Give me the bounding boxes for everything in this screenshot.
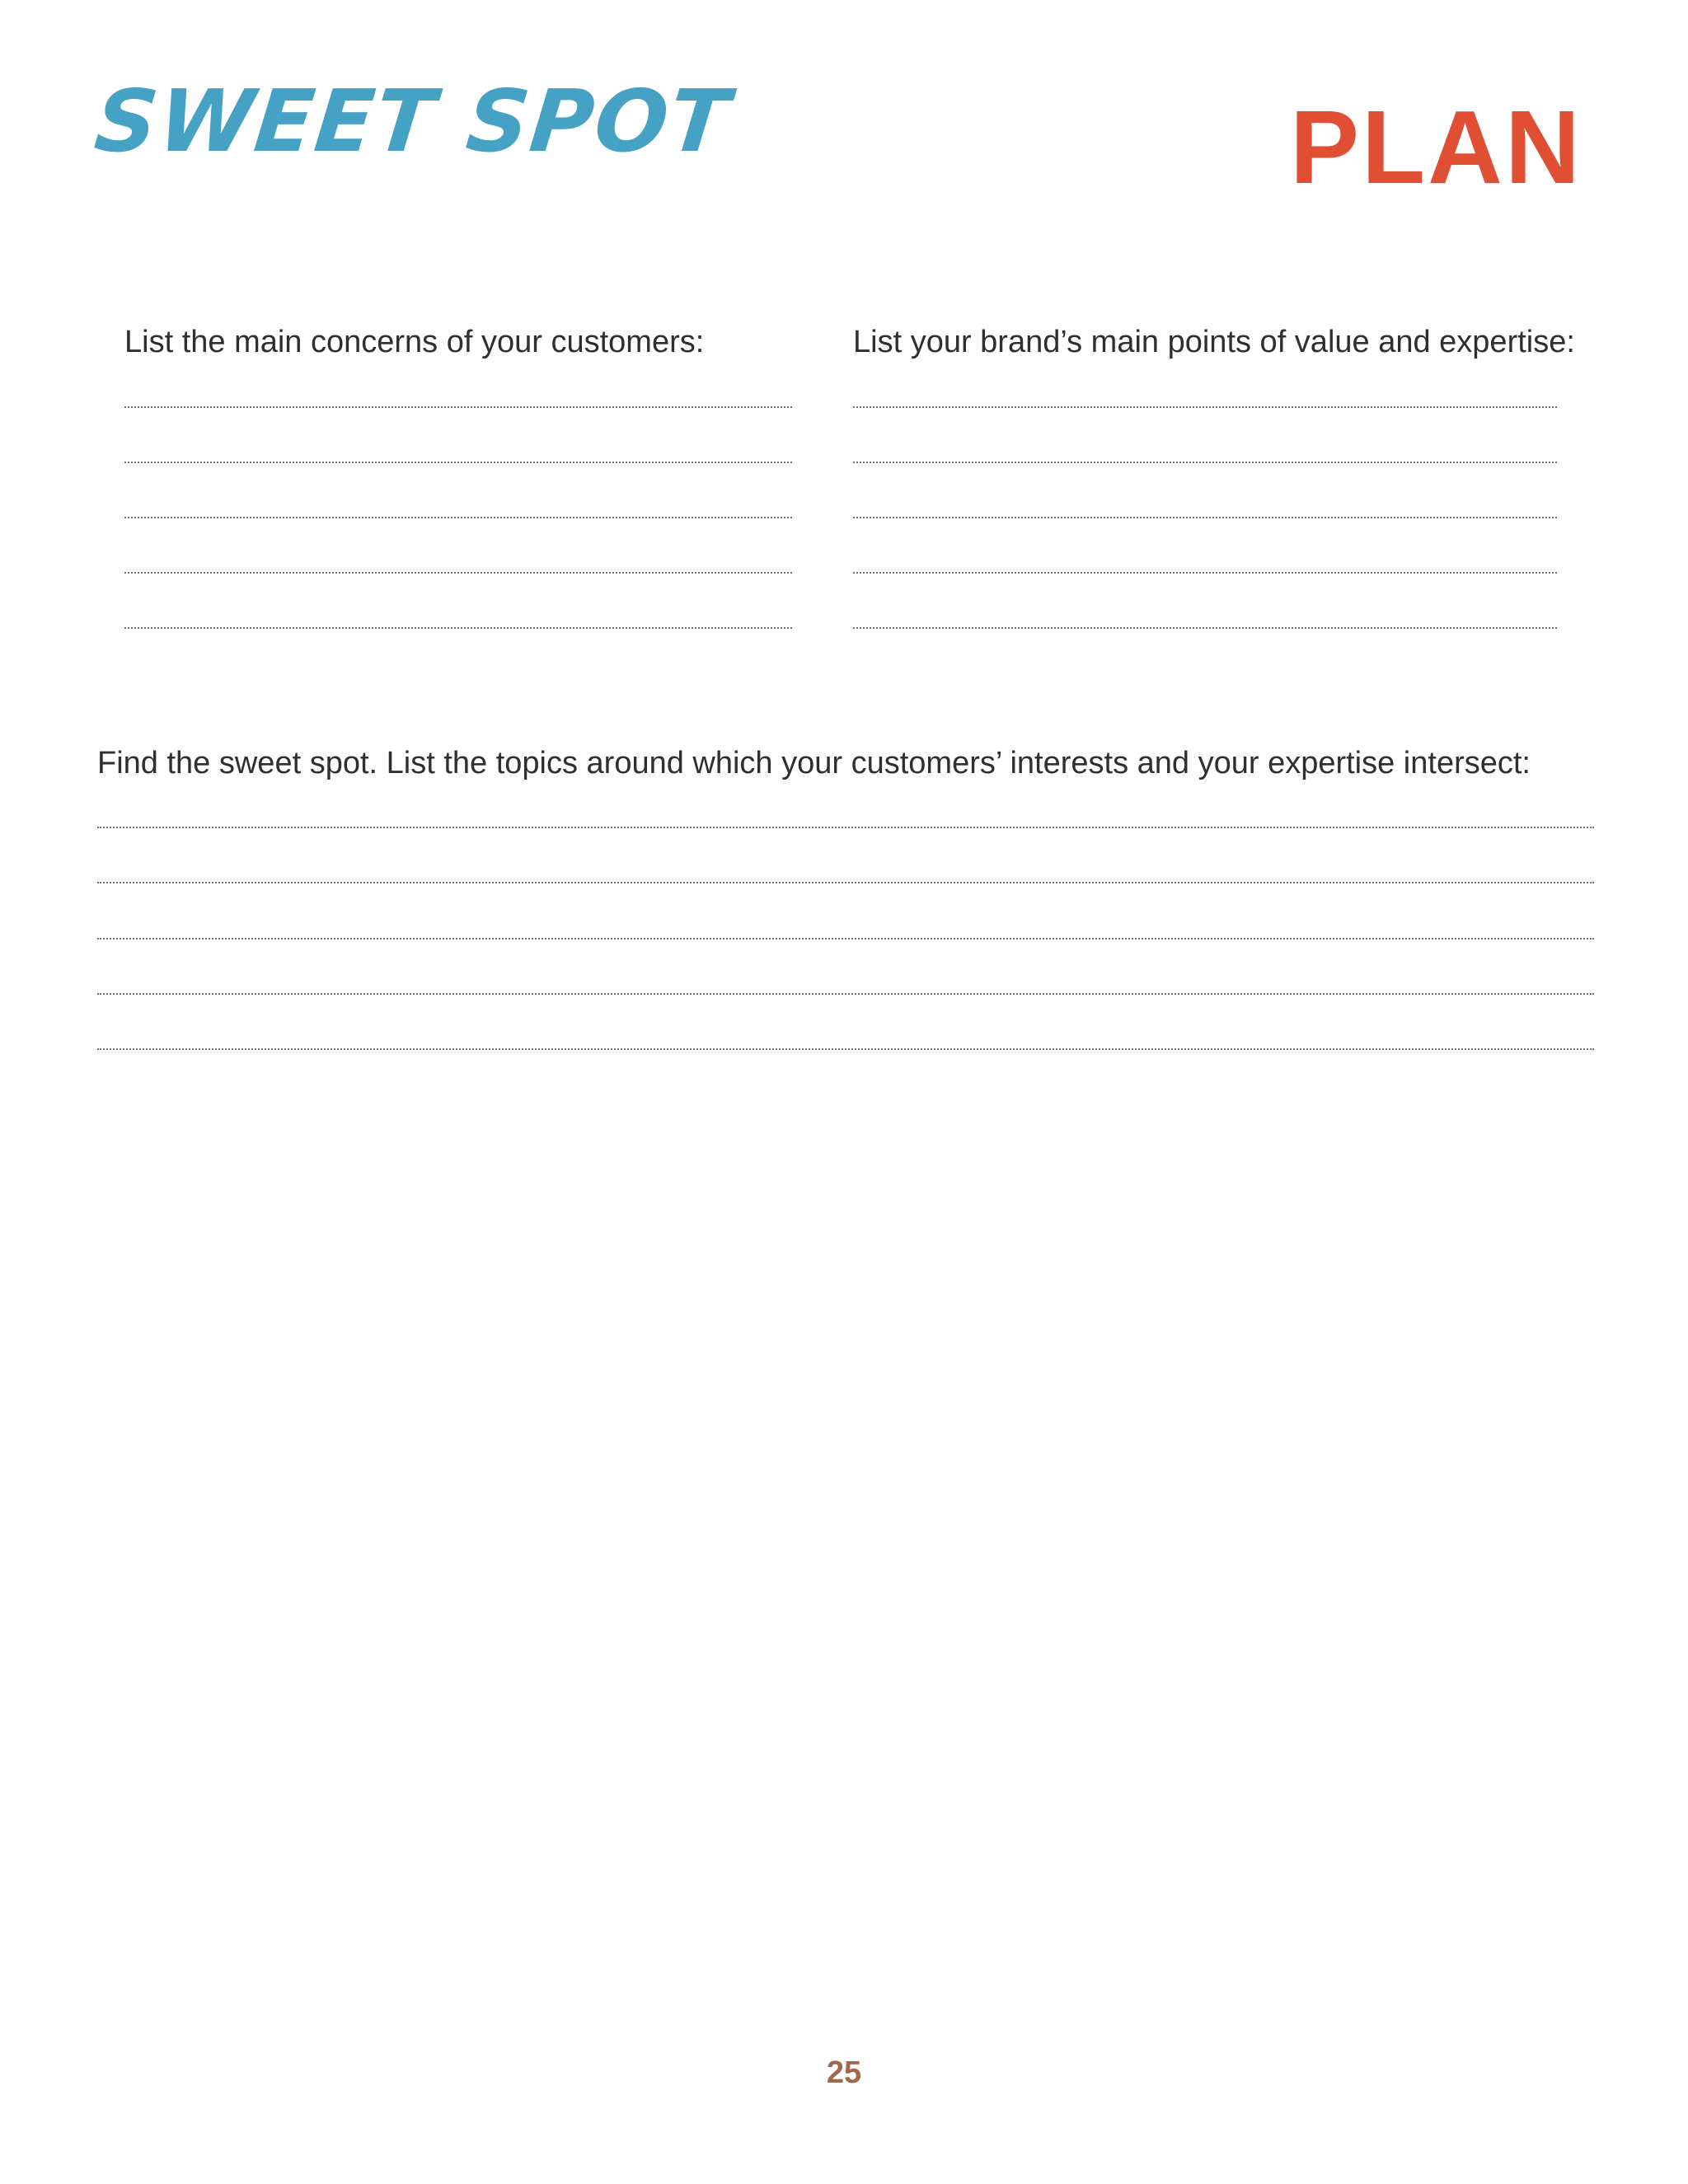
answer-line <box>853 572 1557 574</box>
answer-line <box>97 827 1594 828</box>
answer-line <box>853 406 1557 408</box>
answer-line <box>853 627 1557 629</box>
answer-line <box>124 406 792 408</box>
answer-line <box>97 882 1594 883</box>
left-prompt: List the main concerns of your customers: <box>124 325 705 359</box>
answer-line <box>97 1048 1594 1050</box>
right-prompt: List your brand’s main points of value and expertise: <box>853 325 1575 359</box>
section-title: SWEET SPOT <box>90 71 735 171</box>
answer-line <box>97 938 1594 940</box>
answer-line <box>97 993 1594 995</box>
answer-line <box>853 462 1557 463</box>
answer-line <box>853 517 1557 518</box>
bottom-prompt: Find the sweet spot. List the topics around which your customers’ interests and your expertise intersect: <box>97 746 1531 780</box>
answer-line <box>124 517 792 518</box>
page-number: 25 <box>826 2055 862 2090</box>
answer-line <box>124 572 792 574</box>
category-title: PLAN <box>1290 89 1582 205</box>
answer-line <box>124 627 792 629</box>
answer-line <box>124 462 792 463</box>
